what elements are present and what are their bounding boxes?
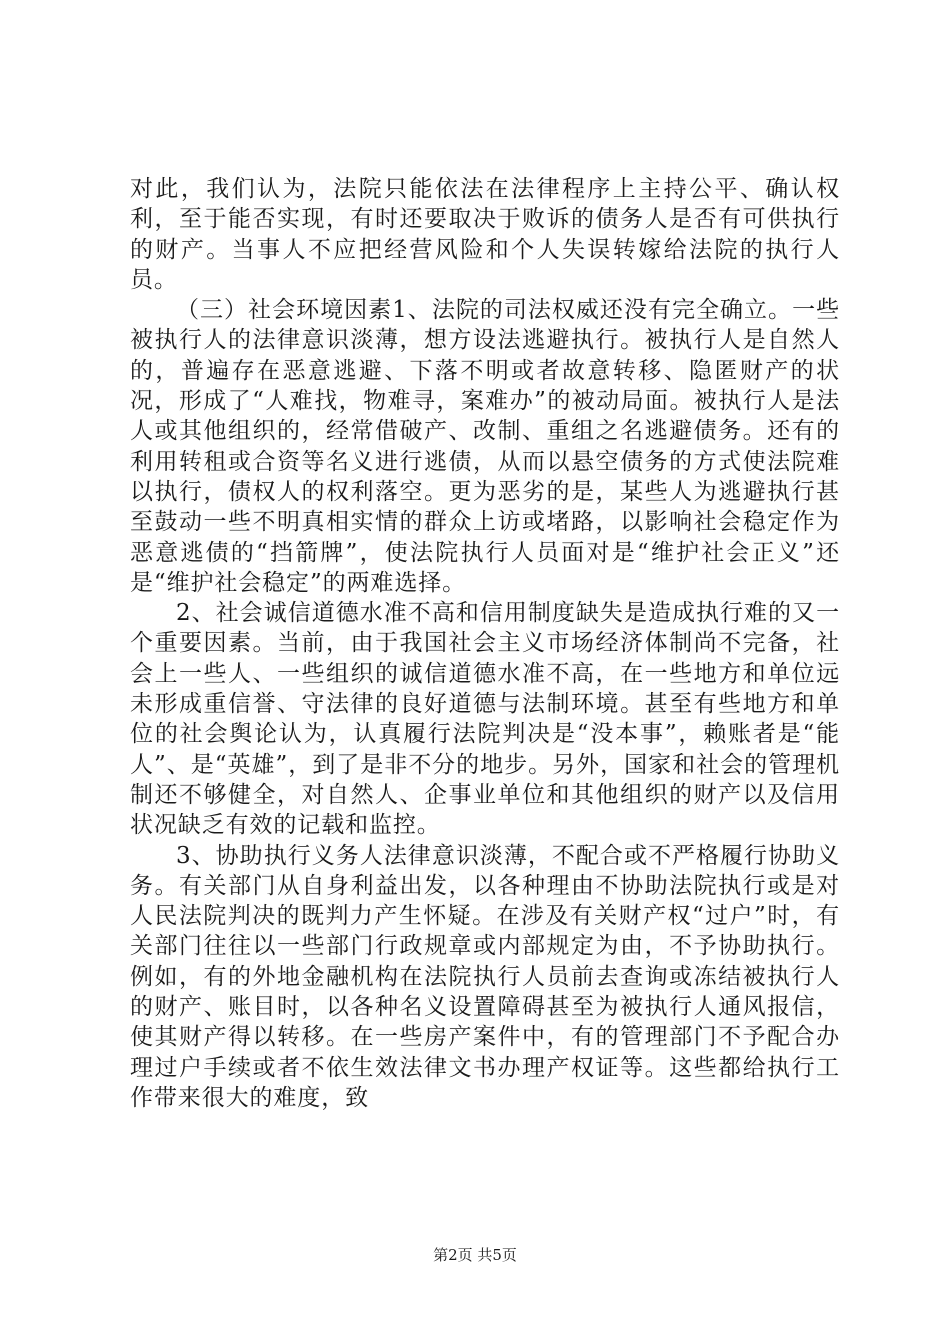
- page-number-footer: 第2页 共5页: [433, 1246, 517, 1264]
- paragraph-1: 对此，我们认为，法院只能依法在法律程序上主持公平、确认权利，至于能否实现，有时还要取决于败诉的债务人是否有可供执行的财产。当事人不应把经营风险和个人失误转嫁给法院的执行人员。: [130, 176, 840, 293]
- paragraph-4: 3、协助执行义务人法律意识淡薄，不配合或不严格履行协助义务。有关部门从自身利益出发，以各种理由不协助法院执行或是对人民法院判决的既判力产生怀疑。在涉及有关财产权“过户”时，有关部门往往以一些部门行政规章或内部规定为由，不予协助执行。例如，有的外地金融机构在法院执行人员前去查询或冻结被执行人的财产、账目时，以各种名义设置障碍甚至为被执行人通风报信，使其财产得以转移。在一些房产案件中，有的管理部门不予配合办理过户手续或者不依生效法律文书办理产权证等。这些都给执行工作带来很大的难度，致: [130, 842, 840, 1111]
- document-body: [130, 174, 840, 1113]
- paragraph-3: 2、社会诚信道德水准不高和信用制度缺失是造成执行难的又一个重要因素。当前，由于我国社会主义市场经济体制尚不完备，社会上一些人、一些组织的诚信道德水准不高，在一些地方和单位远未形成重信誉、守法律的良好道德与法制环境。甚至有些地方和单位的社会舆论认为，认真履行法院判决是“没本事”，赖账者是“能人”、是“英雄”，到了是非不分的地步。另外，国家和社会的管理机制还不够健全，对自然人、企事业单位和其他组织的财产以及信用状况缺乏有效的记载和监控。: [130, 600, 840, 839]
- paragraph-2: （三）社会环境因素1、法院的司法权威还没有完全确立。一些被执行人的法律意识淡薄，想方设法逃避执行。被执行人是自然人的，普遍存在恶意逃避、下落不明或者故意转移、隐匿财产的状况，形成了“人难找，物难寻，案难办”的被动局面。被执行人是法人或其他组织的，经常借破产、改制、重组之名逃避债务。还有的利用转租或合资等名义进行逃债，从而以悬空债务的方式使法院难以执行，债权人的权利落空。更为恶劣的是，某些人为逃避执行甚至鼓动一些不明真相实情的群众上访或堵路，以影响社会稳定作为恶意逃债的“挡箭牌”，使法院执行人员面对是“维护社会正义”还是“维护社会稳定”的两难选择。: [130, 297, 840, 596]
